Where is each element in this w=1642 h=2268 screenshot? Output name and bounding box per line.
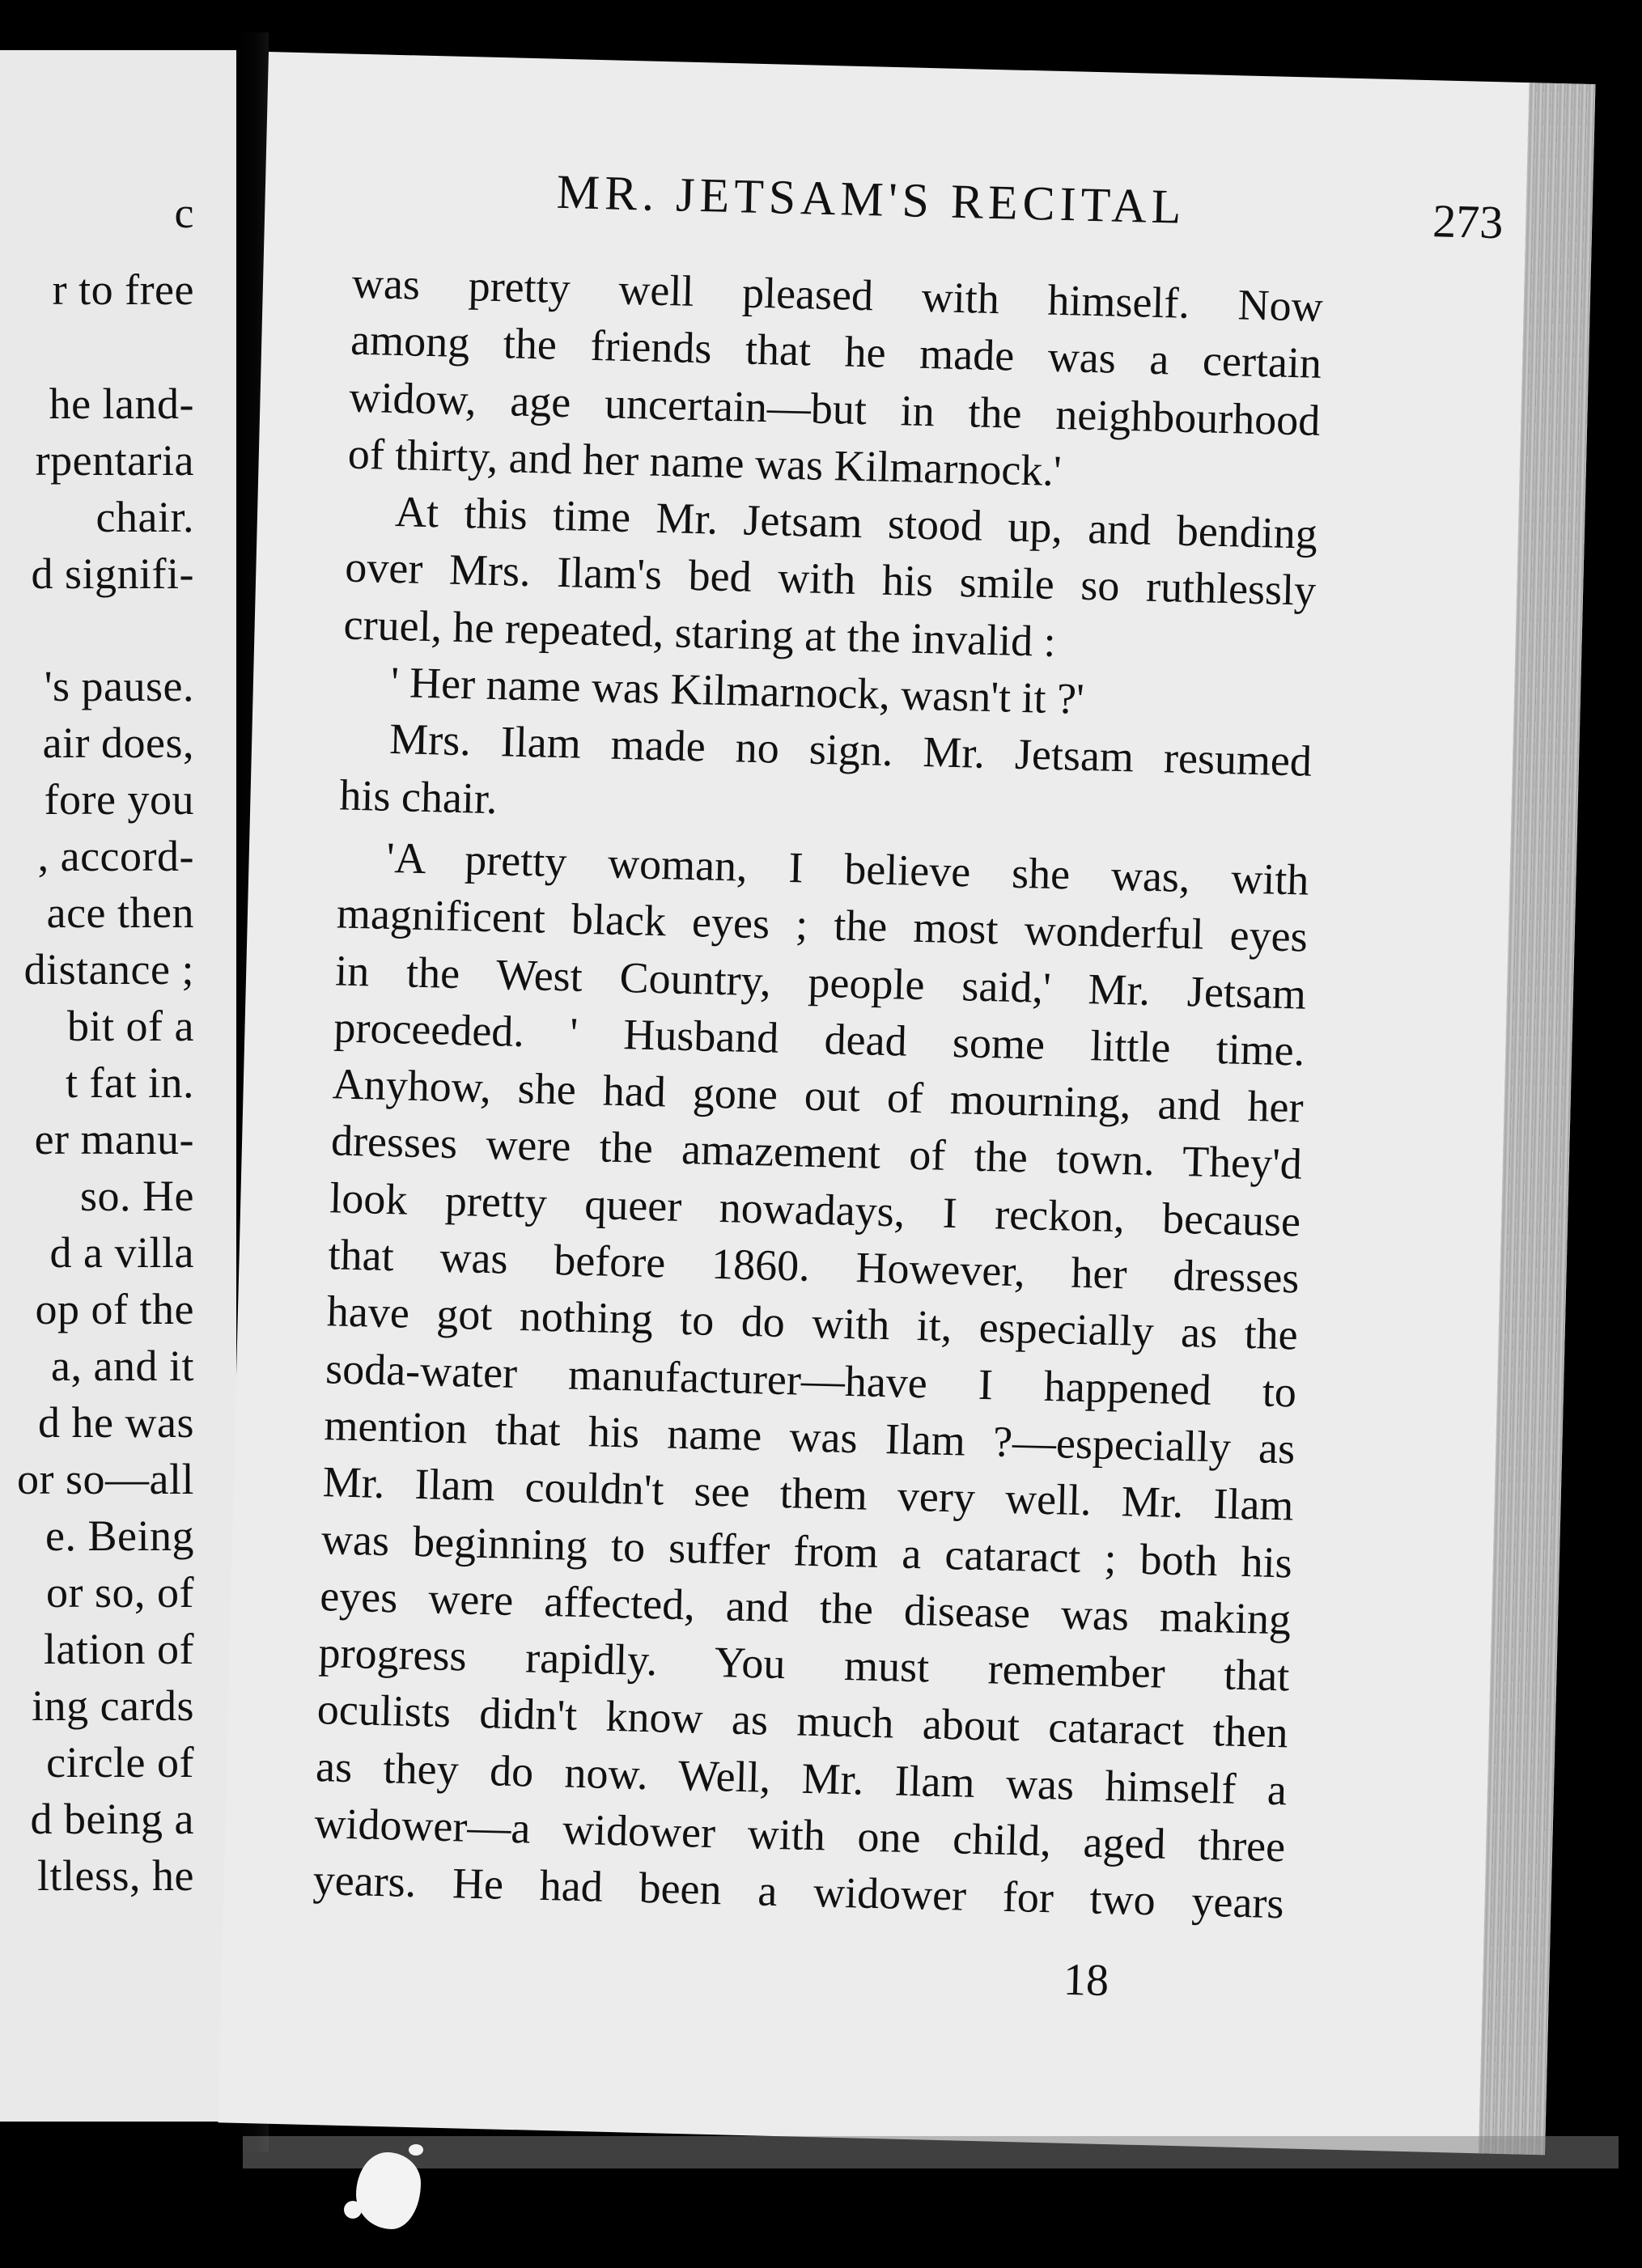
left-line: ing cards (32, 1681, 194, 1730)
text-line: Mrs. Ilam made no sign. Mr. Jetsam resumed (388, 714, 1313, 786)
page-number: 273 (1432, 194, 1504, 249)
left-line: circle of (46, 1738, 194, 1787)
text-line: of thirty, and her name was Kilmarnock.' (347, 429, 1063, 495)
page-header (556, 164, 1513, 252)
left-line: e. Being (45, 1511, 194, 1560)
left-line: bit of a (67, 1002, 194, 1050)
text-line: At this time Mr. Jetsam stood up, and bending (394, 487, 1318, 559)
left-line: fore you (44, 775, 194, 824)
left-line: op of the (35, 1285, 194, 1333)
text-line: years. He had been a widower for two years (312, 1855, 1285, 1928)
left-page-fragment (0, 50, 236, 2122)
signature-mark: 18 (1063, 1954, 1110, 2007)
left-line: so. He (80, 1172, 194, 1220)
left-line: c (174, 189, 194, 237)
left-line: a, and it (51, 1342, 194, 1390)
left-line: d being a (30, 1795, 194, 1843)
left-line: er manu- (34, 1115, 194, 1164)
paper-damage-speck (344, 2201, 362, 2219)
page-edge (1479, 83, 1596, 2155)
left-line: or so—all (17, 1455, 194, 1503)
left-line: ace then (46, 888, 194, 937)
left-line: chair. (95, 493, 194, 541)
text-line: widow, age uncertain—but in the neighbourhood (348, 372, 1321, 445)
text-line: that was before 1860. However, her dresses (327, 1230, 1300, 1303)
text-line: cruel, he repeated, staring at the invalid : (343, 600, 1057, 666)
text-line: among the friends that he made was a certain (350, 315, 1322, 388)
text-line: have got nothing to do with it, especially as the (326, 1287, 1299, 1359)
paper-damage-blot (356, 2152, 421, 2229)
text-line: oculists didn't know as much about cataract then (316, 1685, 1289, 1757)
left-line: t fat in. (66, 1058, 194, 1107)
text-line: widower—a widower with one child, aged three (313, 1799, 1286, 1872)
text-line: was pretty well pleased with himself. Now (351, 258, 1324, 331)
page-bottom-edge (243, 2136, 1619, 2168)
text-line: his chair. (338, 770, 499, 823)
left-line: 's pause. (44, 662, 194, 710)
running-head: MR. JETSAM'S RECITAL (556, 164, 1187, 234)
paper-damage-speck (409, 2144, 423, 2156)
text-line: was beginning to suffer from a cataract ; both his (320, 1514, 1293, 1587)
text-line: dresses were the amazement of the town. They'd (330, 1116, 1303, 1189)
text-line: look pretty queer nowadays, I reckon, because (329, 1173, 1301, 1246)
left-line: rpentaria (35, 436, 194, 485)
body-text (312, 255, 1324, 1932)
left-line: or so, of (46, 1568, 194, 1617)
text-line: in the West Country, people said,' Mr. Jetsam (334, 945, 1307, 1019)
text-line: progress rapidly. You must remember that (317, 1628, 1291, 1701)
text-line: Anyhow, she had gone out of mourning, and her (332, 1059, 1305, 1132)
left-line: he land- (49, 379, 194, 428)
text-line: soda-water manufacturer—have I happened to (325, 1343, 1297, 1417)
left-line: d he was (38, 1398, 194, 1447)
left-line: r to free (52, 265, 194, 314)
text-line: proceeded. ' Husband dead some little time. (333, 1003, 1305, 1075)
text-line: over Mrs. Ilam's bed with his smile so ruthlessly (344, 542, 1317, 616)
text-line: eyes were affected, and the disease was making (319, 1571, 1292, 1644)
right-page (218, 52, 1595, 2155)
text-line: magnificent black eyes ; the most wonderful eyes (336, 888, 1309, 961)
left-line: , accord- (37, 832, 194, 880)
text-line: Mr. Ilam couldn't see them very well. Mr. Ilam (322, 1457, 1295, 1530)
left-line: distance ; (23, 945, 194, 994)
left-line: d a villa (49, 1228, 194, 1277)
left-line: lation of (44, 1625, 194, 1673)
left-line: d signifi- (31, 549, 194, 598)
text-line: ' Her name was Kilmarnock, wasn't it ?' (390, 658, 1085, 723)
text-line: 'A pretty woman, I believe she was, with (385, 833, 1310, 905)
left-line: ltless, he (37, 1851, 194, 1900)
text-line: as they do now. Well, Mr. Ilam was himself a (315, 1741, 1288, 1815)
text-line: mention that his name was Ilam ?—especially as (323, 1401, 1296, 1473)
left-line: air does, (42, 719, 194, 767)
